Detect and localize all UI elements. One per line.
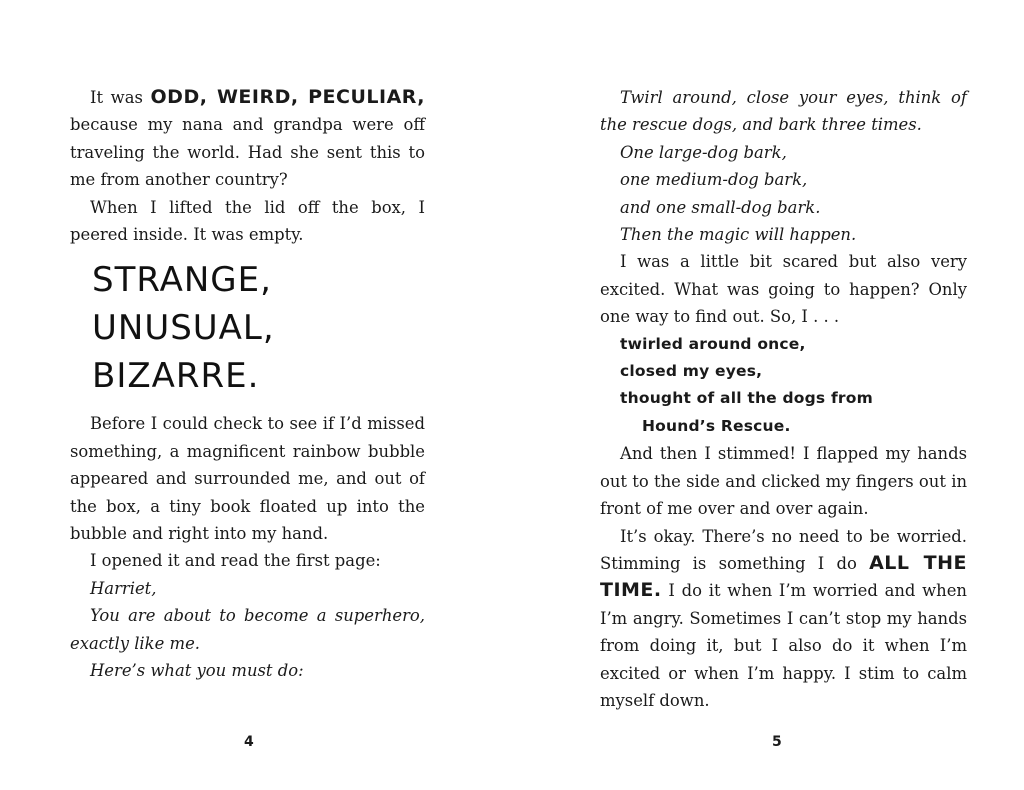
paragraph: Then the magic will happen. [620,225,857,245]
paragraph: Here’s what you must do: [90,661,304,681]
text: It was [90,88,151,107]
action-list [620,331,967,441]
paragraph: one medium-dog bark, [620,170,808,190]
text: It’s okay. There’s no need to be worried. Stimming is something I do [600,526,967,573]
big-word: STRANGE, [92,260,272,301]
emphasis-text: ODD, WEIRD, PECULIAR, [150,86,425,108]
emphasis-text: ALL THE TIME. [600,551,967,602]
paragraph: and one small-dog bark. [620,197,821,217]
paragraph: I opened it and read the first page: [90,551,381,571]
paragraph: When I lifted the lid off the box, I peered inside. It was empty. [70,197,425,245]
action-line: Hound’s Rescue. [642,416,791,435]
paragraph: Twirl around, close your eyes, think of the rescue dogs, and bark three times. [600,88,967,135]
action-line: twirled around once, [620,334,806,353]
page-number: 5 [772,734,782,750]
paragraph: You are about to become a superhero, exactly like me. [70,606,425,653]
paragraph [70,84,425,194]
left-text-column [70,84,425,685]
right-text-column [600,84,967,714]
big-word: UNUSUAL, [92,308,275,349]
text: because my nana and grandpa were off traveling the world. Had she sent this to me from another country? [70,115,425,190]
big-word: BIZARRE. [92,356,260,397]
right-page [512,0,1024,790]
paragraph: And then I stimmed! I flapped my hands out to the side and clicked my fingers out in front of me over and over again. [600,444,967,519]
paragraph: One large-dog bark, [620,142,787,162]
paragraph [600,523,967,715]
big-words-block [92,256,425,400]
paragraph: Harriet, [90,578,157,598]
action-line: closed my eyes, [620,362,763,381]
text: I do it when I’m worried and when I’m angry. Sometimes I can’t stop my hands from doing it, but I also do it when I’m excited or when I’m happy. I stim to calm myself down. [600,581,967,710]
action-line: thought of all the dogs from [620,389,873,408]
page-number: 4 [244,734,254,750]
paragraph: I was a little bit scared but also very excited. What was going to happen? Only one way to find out. So, I . . . [600,252,967,327]
paragraph: Before I could check to see if I’d missed something, a magnificent rainbow bubble appeared and surrounded me, and out of the box, a tiny book floated up into the bubble and right into my hand. [70,414,425,544]
